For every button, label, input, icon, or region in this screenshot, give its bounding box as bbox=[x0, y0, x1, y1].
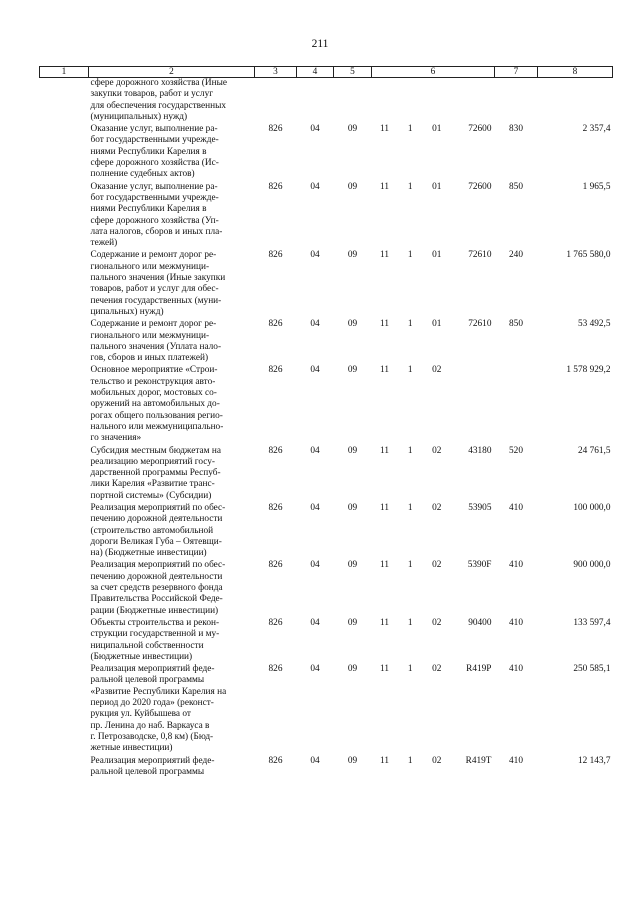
ministry-code-cell: 826 bbox=[268, 560, 283, 571]
subprogram-code: 1 bbox=[407, 560, 413, 571]
amount-cell: 24 761,5 bbox=[577, 445, 611, 456]
direction-code: R419P bbox=[466, 664, 492, 675]
subprogram-code: 1 bbox=[407, 365, 413, 376]
direction-code: 72610 bbox=[468, 250, 492, 261]
row-name-line: ниями Республики Карелия в bbox=[90, 204, 207, 215]
subsection-code-cell: 09 bbox=[347, 365, 358, 376]
row-name-line: пального значения (Иные закупки bbox=[90, 273, 226, 284]
row-name-line: дарственной программы Респуб- bbox=[90, 468, 221, 479]
row-name-line: печению дорожной деятельности bbox=[90, 571, 223, 582]
row-name-line: бот государственными учрежде- bbox=[90, 192, 219, 203]
section-code-cell: 04 bbox=[310, 181, 320, 192]
ministry-code-cell: 826 bbox=[268, 124, 283, 135]
ministry-code-cell: 826 bbox=[268, 250, 283, 261]
target-article-cell bbox=[372, 365, 495, 445]
program-code: 11 bbox=[380, 124, 389, 135]
activity-code: 02 bbox=[432, 365, 442, 376]
row-name-line: для обеспечения государственных bbox=[90, 100, 226, 111]
expense-type-cell: 410 bbox=[509, 664, 523, 675]
target-article-cell bbox=[372, 182, 495, 251]
row-name-line: сфере дорожного хозяйства (Уп- bbox=[90, 215, 219, 226]
subprogram-code: 1 bbox=[407, 664, 413, 675]
row-index-cell bbox=[40, 560, 89, 617]
subprogram-code: 1 bbox=[407, 250, 413, 261]
activity-code: 02 bbox=[432, 617, 442, 628]
row-index-cell bbox=[40, 250, 89, 319]
amount-cell: 1 965,5 bbox=[582, 181, 611, 192]
table-row bbox=[40, 319, 613, 365]
row-name-line: г. Петрозаводске, 0,8 км) (Бюд- bbox=[90, 731, 214, 742]
table-row bbox=[40, 503, 613, 560]
row-name-line: Основное мероприятие «Строи- bbox=[90, 365, 218, 376]
col-header-8: 8 bbox=[538, 67, 613, 78]
subprogram-code: 1 bbox=[407, 445, 413, 456]
row-index-cell bbox=[40, 319, 89, 365]
target-article-cell bbox=[372, 560, 495, 617]
section-code-cell bbox=[297, 78, 334, 125]
header-row bbox=[40, 67, 613, 78]
target-article-cell bbox=[372, 664, 495, 755]
row-name-line: оружений на автомобильных до- bbox=[90, 399, 220, 410]
ministry-code-cell: 826 bbox=[268, 617, 283, 628]
section-code-cell: 04 bbox=[310, 617, 320, 628]
row-name-line: лики Карелия «Развитие транс- bbox=[90, 479, 215, 490]
row-index-cell bbox=[40, 365, 89, 445]
row-name-line: го значения» bbox=[90, 433, 142, 444]
row-name-cell bbox=[89, 182, 255, 251]
row-name-line: гионального или межмуници- bbox=[90, 330, 210, 341]
subprogram-code: 1 bbox=[407, 124, 413, 135]
row-name-line: Реализация мероприятий феде- bbox=[90, 664, 215, 675]
row-name-line: товаров, работ и услуг для обес- bbox=[90, 284, 219, 295]
amount-cell: 133 597,4 bbox=[573, 617, 611, 628]
ministry-code-cell: 826 bbox=[268, 445, 283, 456]
expense-type-cell: 850 bbox=[509, 181, 523, 192]
table-row bbox=[40, 124, 613, 181]
row-name-cell bbox=[89, 365, 255, 445]
row-index-cell bbox=[40, 664, 89, 755]
row-name-line: ральной целевой программы bbox=[90, 766, 205, 777]
row-name-line: Объекты строительства и рекон- bbox=[90, 617, 220, 628]
col-header-5: 5 bbox=[334, 67, 372, 78]
row-name-cell bbox=[89, 756, 255, 780]
ministry-code-cell bbox=[255, 78, 297, 125]
row-name-line: Реализация мероприятий феде- bbox=[90, 755, 215, 766]
expense-type-cell: 850 bbox=[509, 319, 523, 330]
subsection-code-cell: 09 bbox=[347, 181, 358, 192]
row-name-line: ральной целевой программы bbox=[90, 675, 205, 686]
section-code-cell: 04 bbox=[310, 250, 320, 261]
activity-code: 01 bbox=[432, 124, 442, 135]
amount-cell: 250 585,1 bbox=[573, 664, 611, 675]
target-article-cell bbox=[372, 319, 495, 365]
row-name-line: рукция ул. Куйбышева от bbox=[90, 709, 191, 720]
row-name-cell bbox=[89, 446, 255, 503]
ministry-code-cell: 826 bbox=[268, 365, 283, 376]
direction-code: 5390F bbox=[467, 560, 492, 571]
row-name-line: закупки товаров, работ и услуг bbox=[90, 89, 214, 100]
table-body bbox=[40, 78, 613, 780]
row-name-line: (строительство автомобильной bbox=[90, 525, 214, 536]
table-row bbox=[40, 618, 613, 664]
row-name-line: ниями Республики Карелия в bbox=[90, 146, 207, 157]
row-name-line: Оказание услуг, выполнение ра- bbox=[90, 124, 218, 135]
row-name-line: полнение судебных актов) bbox=[90, 169, 195, 180]
row-name-line: реализацию мероприятий госу- bbox=[90, 456, 215, 467]
table-row bbox=[40, 446, 613, 503]
target-article-cell bbox=[372, 446, 495, 503]
section-code-cell: 04 bbox=[310, 445, 320, 456]
row-name-line: сфере дорожного хозяйства (Иные bbox=[90, 78, 227, 88]
row-name-line: гионального или межмуници- bbox=[90, 261, 210, 272]
amount-cell: 100 000,0 bbox=[573, 502, 611, 513]
subprogram-code: 1 bbox=[407, 502, 413, 513]
row-name-line: ниципальной собственности bbox=[90, 640, 204, 651]
subprogram-code: 1 bbox=[407, 319, 413, 330]
subsection-code-cell: 09 bbox=[347, 755, 358, 766]
row-name-cell bbox=[89, 664, 255, 755]
row-name-line: Оказание услуг, выполнение ра- bbox=[90, 181, 218, 192]
table-row bbox=[40, 182, 613, 251]
row-name-line: сфере дорожного хозяйства (Ис- bbox=[90, 158, 219, 169]
subsection-code-cell: 09 bbox=[347, 502, 358, 513]
section-code-cell: 04 bbox=[310, 319, 320, 330]
program-code: 11 bbox=[380, 365, 389, 376]
activity-code: 01 bbox=[432, 250, 442, 261]
row-name-line: портной системы» (Субсидии) bbox=[90, 490, 212, 501]
col-header-2: 2 bbox=[89, 67, 255, 78]
row-name-line: жетные инвестиции) bbox=[90, 743, 173, 754]
row-name-line: (муниципальных) нужд) bbox=[90, 111, 188, 122]
direction-code: 72600 bbox=[468, 124, 492, 135]
program-code: 11 bbox=[380, 319, 389, 330]
row-name-cell bbox=[89, 78, 255, 125]
table-row bbox=[40, 756, 613, 780]
ministry-code-cell: 826 bbox=[268, 755, 283, 766]
program-code: 11 bbox=[380, 181, 389, 192]
activity-code: 01 bbox=[432, 181, 442, 192]
ministry-code-cell: 826 bbox=[268, 319, 283, 330]
row-name-line: тежей) bbox=[90, 238, 118, 249]
section-code-cell: 04 bbox=[310, 755, 320, 766]
expense-type-cell: 410 bbox=[509, 502, 523, 513]
row-index-cell bbox=[40, 618, 89, 664]
row-name-cell bbox=[89, 250, 255, 319]
activity-code: 02 bbox=[432, 445, 442, 456]
target-article-cell bbox=[372, 618, 495, 664]
section-code-cell: 04 bbox=[310, 365, 320, 376]
program-code: 11 bbox=[380, 445, 389, 456]
row-name-line: Содержание и ремонт дорог ре- bbox=[90, 319, 217, 330]
row-index-cell bbox=[40, 446, 89, 503]
expense-type-cell: 410 bbox=[509, 755, 523, 766]
target-article-cell bbox=[372, 503, 495, 560]
subprogram-code: 1 bbox=[407, 755, 413, 766]
row-name-line: Субсидия местным бюджетам на bbox=[90, 445, 221, 456]
row-name-line: лата налогов, сборов и иных пла- bbox=[90, 226, 223, 237]
table-row bbox=[40, 560, 613, 617]
row-index-cell bbox=[40, 78, 89, 125]
row-name-cell bbox=[89, 503, 255, 560]
row-name-line: за счет средств резервного фонда bbox=[90, 583, 223, 594]
subsection-code-cell: 09 bbox=[347, 319, 358, 330]
subsection-code-cell: 09 bbox=[347, 445, 358, 456]
target-article-cell bbox=[372, 78, 495, 125]
col-header-7: 7 bbox=[495, 67, 538, 78]
program-code: 11 bbox=[380, 755, 389, 766]
subsection-code-cell: 09 bbox=[347, 560, 358, 571]
row-name-line: Содержание и ремонт дорог ре- bbox=[90, 250, 217, 261]
row-name-line: гов, сборов и иных платежей) bbox=[90, 353, 209, 364]
row-index-cell bbox=[40, 182, 89, 251]
amount-cell: 900 000,0 bbox=[573, 560, 611, 571]
program-code: 11 bbox=[380, 664, 389, 675]
section-code-cell: 04 bbox=[310, 124, 320, 135]
row-name-line: пр. Ленина до наб. Варкауса в bbox=[90, 720, 210, 731]
direction-code: 43180 bbox=[468, 445, 492, 456]
target-article-cell bbox=[372, 124, 495, 181]
section-code-cell: 04 bbox=[310, 664, 320, 675]
row-name-line: тельство и реконструкция авто- bbox=[90, 376, 216, 387]
section-code-cell: 04 bbox=[310, 502, 320, 513]
amount-cell: 53 492,5 bbox=[577, 319, 611, 330]
subsection-code-cell: 09 bbox=[347, 617, 358, 628]
direction-code: 72600 bbox=[468, 181, 492, 192]
table-row bbox=[40, 250, 613, 319]
subsection-code-cell: 09 bbox=[347, 664, 358, 675]
row-name-line: Правительства Российской Феде- bbox=[90, 594, 223, 605]
direction-code: 90400 bbox=[468, 617, 492, 628]
direction-code: R419T bbox=[465, 755, 492, 766]
row-name-line: период до 2020 года» (реконст- bbox=[90, 698, 214, 709]
row-name-line: пального значения (Уплата нало- bbox=[90, 341, 222, 352]
amount-cell: 1 578 929,2 bbox=[566, 365, 611, 376]
activity-code: 02 bbox=[432, 755, 442, 766]
row-name-line: печению дорожной деятельности bbox=[90, 514, 223, 525]
activity-code: 02 bbox=[432, 664, 442, 675]
row-name-line: дороги Великая Губа – Оятевщи- bbox=[90, 536, 222, 547]
row-name-line: рогах общего пользования регио- bbox=[90, 410, 223, 421]
amount-cell: 12 143,7 bbox=[577, 755, 611, 766]
section-code-cell: 04 bbox=[310, 560, 320, 571]
direction-code: 53905 bbox=[468, 502, 492, 513]
table-row bbox=[40, 78, 613, 125]
subprogram-code: 1 bbox=[407, 617, 413, 628]
row-name-line: Реализация мероприятий по обес- bbox=[90, 560, 226, 571]
row-index-cell bbox=[40, 503, 89, 560]
row-name-line: на) (Бюджетные инвестиции) bbox=[90, 548, 207, 559]
ministry-code-cell: 826 bbox=[268, 502, 283, 513]
expense-type-cell: 410 bbox=[509, 560, 523, 571]
row-index-cell bbox=[40, 124, 89, 181]
amount-cell: 1 765 580,0 bbox=[566, 250, 611, 261]
row-index-cell bbox=[40, 756, 89, 780]
table-row bbox=[40, 365, 613, 445]
ministry-code-cell: 826 bbox=[268, 664, 283, 675]
expense-type-cell: 240 bbox=[509, 250, 523, 261]
row-name-cell bbox=[89, 124, 255, 181]
program-code: 11 bbox=[380, 617, 389, 628]
col-header-4: 4 bbox=[297, 67, 334, 78]
row-name-line: рации (Бюджетные инвестиции) bbox=[90, 605, 219, 616]
expense-type-cell bbox=[495, 78, 538, 125]
amount-cell: 2 357,4 bbox=[582, 124, 611, 135]
activity-code: 02 bbox=[432, 502, 442, 513]
program-code: 11 bbox=[380, 560, 389, 571]
row-name-line: ципальных) нужд) bbox=[90, 306, 164, 317]
expense-type-cell: 520 bbox=[509, 445, 523, 456]
table-row bbox=[40, 664, 613, 755]
page-number: 211 bbox=[311, 38, 329, 50]
row-name-line: Реализация мероприятий по обес- bbox=[90, 502, 226, 513]
amount-cell bbox=[538, 78, 613, 125]
direction-code: 72610 bbox=[468, 319, 492, 330]
activity-code: 01 bbox=[432, 319, 442, 330]
row-name-cell bbox=[89, 618, 255, 664]
ministry-code-cell: 826 bbox=[268, 181, 283, 192]
direction-code bbox=[457, 365, 491, 376]
row-name-line: струкции государственной и му- bbox=[90, 629, 220, 640]
subsection-code-cell bbox=[334, 78, 372, 125]
row-name-line: (Бюджетные инвестиции) bbox=[90, 651, 193, 662]
target-article-cell bbox=[372, 250, 495, 319]
row-name-cell bbox=[89, 560, 255, 617]
col-header-1: 1 bbox=[40, 67, 89, 78]
row-name-cell bbox=[89, 319, 255, 365]
col-header-3: 3 bbox=[255, 67, 297, 78]
row-name-line: бот государственными учрежде- bbox=[90, 135, 219, 146]
row-name-line: печения государственных (муни- bbox=[90, 295, 222, 306]
subsection-code-cell: 09 bbox=[347, 250, 358, 261]
program-code: 11 bbox=[380, 502, 389, 513]
subprogram-code: 1 bbox=[407, 181, 413, 192]
row-name-line: мобильных дорог, мостовых со- bbox=[90, 388, 217, 399]
expense-type-cell bbox=[495, 365, 538, 445]
expense-type-cell: 410 bbox=[509, 617, 523, 628]
col-header-6: 6 bbox=[372, 67, 495, 78]
activity-code: 02 bbox=[432, 560, 442, 571]
subsection-code-cell: 09 bbox=[347, 124, 358, 135]
expense-type-cell: 830 bbox=[509, 124, 523, 135]
budget-table bbox=[39, 66, 613, 779]
row-name-line: нального или межмуниципально- bbox=[90, 421, 224, 432]
target-article-cell bbox=[372, 756, 495, 780]
row-name-line: «Развитие Республики Карелия на bbox=[90, 686, 227, 697]
program-code: 11 bbox=[380, 250, 389, 261]
